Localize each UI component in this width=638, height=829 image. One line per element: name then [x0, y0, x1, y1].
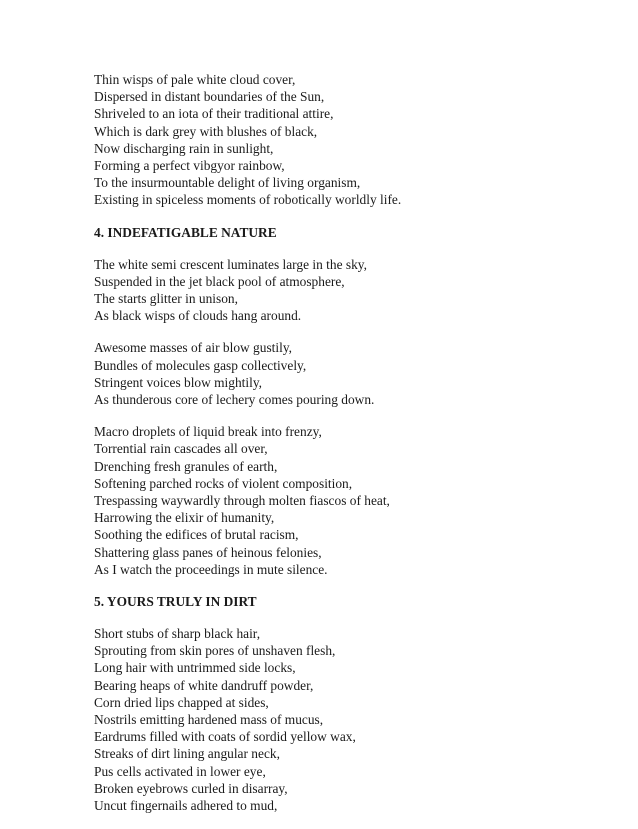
poem-line: Shriveled to an iota of their traditional attire, [94, 106, 334, 122]
poem-line: The white semi crescent luminates large in the sky, [94, 256, 367, 272]
poem-line: Drenching fresh granules of earth, [94, 458, 278, 474]
poem-line: The starts glitter in unison, [94, 291, 238, 307]
poem-line: Soothing the edifices of brutal racism, [94, 527, 299, 543]
poem-line: Eardrums filled with coats of sordid yellow wax, [94, 729, 356, 745]
poem-line: Torrential rain cascades all over, [94, 441, 268, 457]
poem-line: Long hair with untrimmed side locks, [94, 660, 296, 676]
stanza-crescent [94, 256, 604, 325]
poem-line: Suspended in the jet black pool of atmosphere, [94, 273, 345, 289]
poem-line: Harrowing the elixir of humanity, [94, 510, 275, 526]
poem-line: Which is dark grey with blushes of black, [94, 123, 318, 139]
poem-page [94, 71, 604, 829]
poem-line: To the insurmountable delight of living organism, [94, 175, 361, 191]
poem-line: Bundles of molecules gasp collectively, [94, 357, 307, 373]
stanza-air-masses [94, 339, 604, 408]
stanza-cloud-cover [94, 71, 604, 209]
poem-line: Awesome masses of air blow gustily, [94, 340, 292, 356]
poem-line: Short stubs of sharp black hair, [94, 626, 261, 642]
poem-line: Forming a perfect vibgyor rainbow, [94, 157, 285, 173]
poem-line: Softening parched rocks of violent composition, [94, 475, 353, 491]
stanza-rain [94, 423, 604, 578]
poem-line: Now discharging rain in sunlight, [94, 140, 274, 156]
poem-line: Macro droplets of liquid break into frenzy, [94, 424, 322, 440]
poem-line: Stringent voices blow mightily, [94, 374, 262, 390]
poem-line: Thin wisps of pale white cloud cover, [94, 72, 296, 87]
poem-line: Nostrils emitting hardened mass of mucus, [94, 712, 324, 727]
poem-line: As black wisps of clouds hang around. [94, 308, 302, 324]
poem-line: Corn dried lips chapped at sides, [94, 694, 269, 710]
section-heading-yours-truly-in-dirt: 5. YOURS TRULY IN DIRT [94, 593, 257, 609]
poem-line: Streaks of dirt lining angular neck, [94, 746, 280, 762]
poem-line: Trespassing waywardly through molten fiascos of heat, [94, 492, 390, 508]
poem-line: As thunderous core of lechery comes pouring down. [94, 392, 375, 407]
poem-line: Dispersed in distant boundaries of the Sun, [94, 89, 325, 105]
poem-line: Existing in spiceless moments of robotically worldly life. [94, 192, 402, 208]
poem-line: Sprouting from skin pores of unshaven flesh, [94, 643, 336, 659]
poem-line: Bearing heaps of white dandruff powder, [94, 677, 314, 693]
poem-line: Pus cells activated in lower eye, [94, 763, 266, 779]
stanza-dirt [94, 625, 604, 814]
section-heading-indefatigable-nature: 4. INDEFATIGABLE NATURE [94, 224, 277, 240]
poem-line: Broken eyebrows curled in disarray, [94, 780, 288, 796]
poem-line: As I watch the proceedings in mute silence. [94, 561, 328, 577]
poem-line: Uncut fingernails adhered to mud, [94, 797, 278, 813]
poem-line: Shattering glass panes of heinous felonies, [94, 544, 322, 560]
